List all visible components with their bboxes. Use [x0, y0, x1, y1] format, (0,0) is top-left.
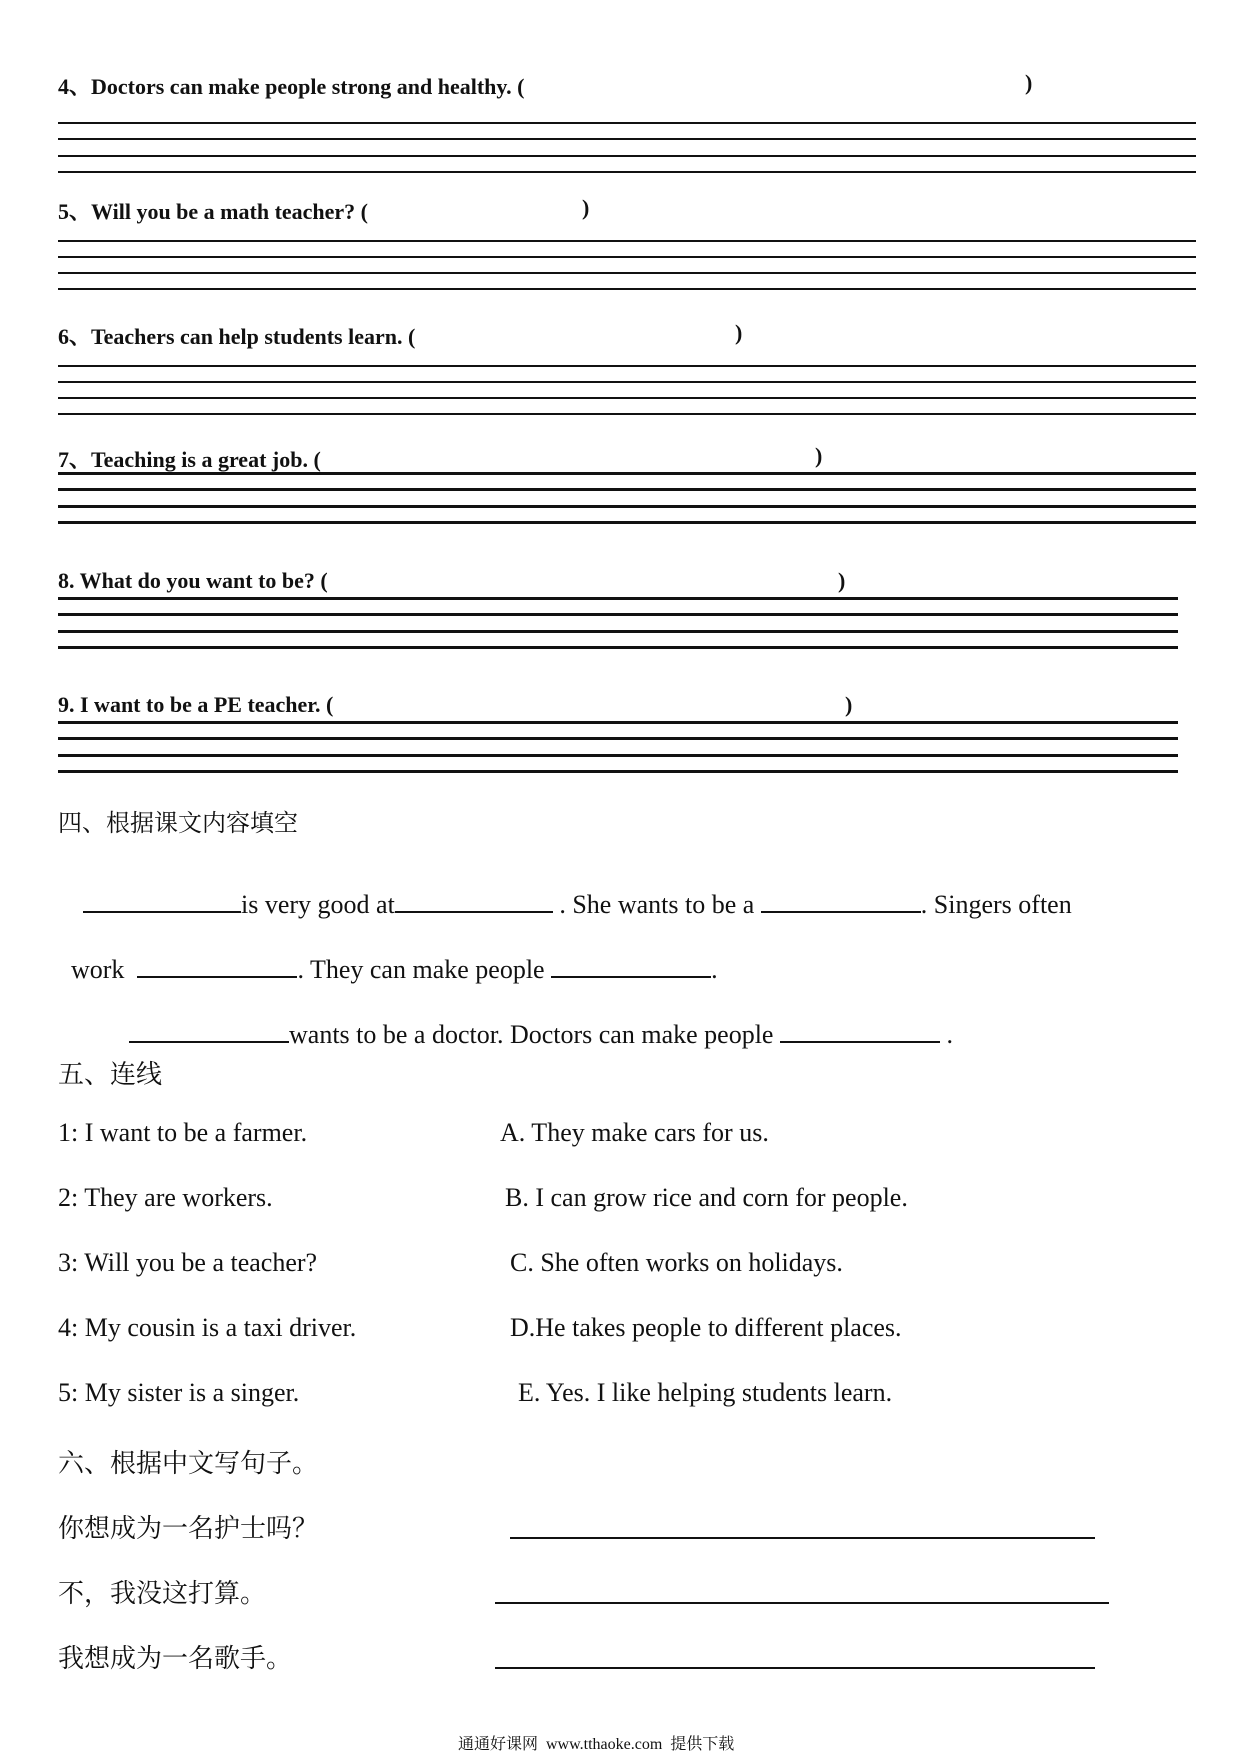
match-right-item[interactable]: C. She often works on holidays.	[510, 1248, 843, 1277]
footer-text: 通通好课网 www.tthaoke.com 提供下载	[458, 1736, 735, 1753]
answer-line	[58, 505, 1196, 508]
question-8-close: )	[838, 568, 846, 593]
answer-line	[58, 646, 1178, 649]
question-6-close: )	[735, 320, 743, 345]
question-4: 4、Doctors can make people strong and healthy. (	[58, 74, 525, 99]
fill-text: work	[71, 955, 131, 984]
answer-line	[58, 272, 1196, 274]
answer-line	[58, 472, 1196, 475]
question-6: 6、Teachers can help students learn. (	[58, 324, 416, 349]
fill-text: . She wants to be a	[552, 890, 761, 919]
fill-text: . They can make people	[297, 955, 552, 984]
answer-line	[58, 413, 1196, 415]
answer-line	[58, 630, 1178, 633]
translate-prompt: 不，我没这打算。	[58, 1579, 267, 1608]
match-right-item[interactable]: B. I can grow rice and corn for people.	[505, 1183, 908, 1212]
question-4-close: )	[1025, 70, 1033, 95]
question-8: 8. What do you want to be? (	[58, 568, 328, 593]
section-5-title: 五、连线	[58, 1060, 163, 1089]
section-6-title: 六、根据中文写句子。	[58, 1449, 319, 1478]
answer-line	[58, 155, 1196, 157]
match-right-item[interactable]: A. They make cars for us.	[500, 1118, 769, 1147]
translate-prompt: 我想成为一名歌手。	[58, 1644, 293, 1673]
answer-line[interactable]	[495, 1602, 1109, 1604]
blank[interactable]	[761, 885, 921, 913]
match-right-item[interactable]: D.He takes people to different places.	[510, 1313, 902, 1342]
answer-line	[58, 613, 1178, 616]
fill-line-2	[58, 920, 718, 985]
section-4-title: 四、根据课文内容填空	[58, 811, 298, 837]
blank[interactable]	[137, 950, 297, 978]
answer-line	[58, 122, 1196, 124]
fill-text: .	[939, 1020, 953, 1049]
answer-line	[58, 721, 1178, 724]
answer-line	[58, 288, 1196, 290]
answer-line[interactable]	[510, 1537, 1095, 1539]
blank[interactable]	[395, 885, 553, 913]
question-9-close: )	[845, 692, 853, 717]
fill-line-1	[70, 855, 1072, 920]
fill-line-3	[116, 985, 953, 1050]
match-left-item[interactable]: 1: I want to be a farmer.	[58, 1118, 308, 1147]
question-5-close: )	[582, 195, 590, 220]
question-9: 9. I want to be a PE teacher. (	[58, 692, 334, 717]
translate-prompt: 你想成为一名护士吗？	[58, 1514, 319, 1543]
match-left-item[interactable]: 3: Will you be a teacher?	[58, 1248, 318, 1277]
fill-text: . Singers often	[920, 890, 1072, 919]
answer-line	[58, 381, 1196, 383]
fill-text: is very good at	[241, 890, 395, 919]
blank[interactable]	[551, 950, 711, 978]
match-left-item[interactable]: 5: My sister is a singer.	[58, 1378, 300, 1407]
question-7-close: )	[815, 443, 823, 468]
match-left-item[interactable]: 2: They are workers.	[58, 1183, 273, 1212]
answer-line[interactable]	[495, 1667, 1095, 1669]
fill-text: .	[711, 955, 718, 984]
answer-line	[58, 754, 1178, 757]
answer-line	[58, 240, 1196, 242]
match-left-item[interactable]: 4: My cousin is a taxi driver.	[58, 1313, 357, 1342]
fill-text: wants to be a doctor. Doctors can make people	[289, 1020, 780, 1049]
answer-line	[58, 397, 1196, 399]
question-5: 5、Will you be a math teacher? (	[58, 199, 369, 224]
answer-line	[58, 256, 1196, 258]
answer-line	[58, 770, 1178, 773]
answer-line	[58, 488, 1196, 491]
answer-line	[58, 521, 1196, 524]
question-7: 7、Teaching is a great job. (	[58, 447, 321, 472]
answer-line	[58, 171, 1196, 173]
blank[interactable]	[83, 885, 241, 913]
match-right-item[interactable]: E. Yes. I like helping students learn.	[518, 1378, 893, 1407]
answer-line	[58, 737, 1178, 740]
answer-line	[58, 365, 1196, 367]
answer-line	[58, 138, 1196, 140]
blank[interactable]	[129, 1015, 289, 1043]
answer-line	[58, 597, 1178, 600]
blank[interactable]	[780, 1015, 940, 1043]
